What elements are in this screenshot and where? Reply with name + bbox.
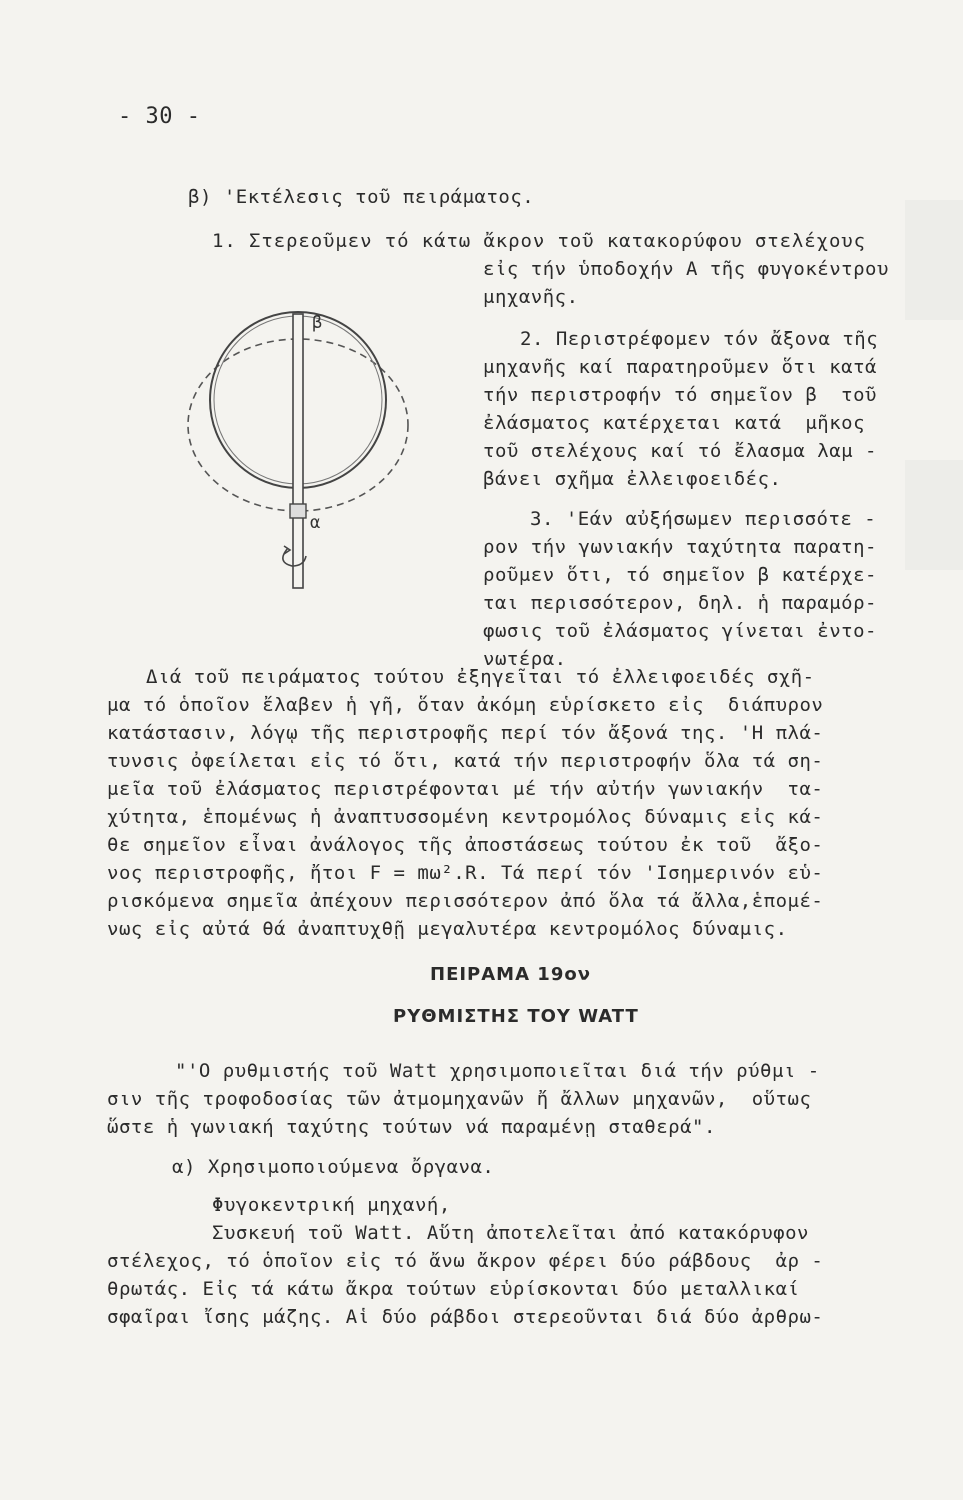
instruments-line: θρωτάς. Εἰς τά κάτω ἄκρα τούτων εὑρίσκονται δύο μεταλλικαί <box>107 1278 800 1300</box>
instruments-line: στέλεχος, τό ὁποῖον εἰς τό ἄνω ἄκρον φέρει δύο ράβδους ἀρ - <box>107 1250 824 1272</box>
instruments-line: Συσκευή τοῦ Watt. Αὕτη ἀποτελεῖται ἀπό κατακόρυφον <box>212 1222 809 1244</box>
bleed-through-mark <box>905 460 963 570</box>
explanation-line: κατάστασιν, λόγῳ τῆς περιστροφῆς περί τόν ἄξονά της. 'Η πλά- <box>107 722 824 744</box>
step-2-line: μηχανῆς καί παρατηροῦμεν ὅτι κατά <box>483 356 877 378</box>
step-3-line: ρον τήν γωνιακήν ταχύτητα παρατη- <box>483 536 877 558</box>
explanation-line: νος περιστροφῆς, ἤτοι F = mω².R. Τά περί τόν 'Ισημερινόν εὑ- <box>107 862 824 884</box>
explanation-line: τυνσις ὀφείλεται εἰς τό ὅτι, κατά τήν περιστροφήν ὅλα τά ση- <box>107 750 824 772</box>
explanation-line: θε σημεῖον εἶναι ἀνάλογος τῆς ἀποστάσεως τούτου ἐκ τοῦ ἄξο- <box>107 834 824 856</box>
step-2-line: 2. Περιστρέφομεν τόν ἄξονα τῆς <box>520 328 879 350</box>
quote-line: σιν τῆς τροφοδοσίας τῶν ἀτμομηχανῶν ἤ ἄλλων μηχανῶν, οὕτως <box>107 1088 812 1110</box>
explanation-line: νως εἰς αὐτά θά ἀναπτυχθῇ μεγαλυτέρα κεντρομόλος δύναμις. <box>107 918 788 940</box>
quote-line: "'Ο ρυθμιστής τοῦ Watt χρησιμοποιεῖται διά τήν ρύθμι - <box>175 1060 820 1082</box>
step-1-line: 1. Στερεοῦμεν τό κάτω ἄκρον τοῦ κατακορύφου στελέχους <box>212 230 866 252</box>
quote-line: ὥστε ἡ γωνιακή ταχύτης τούτων νά παραμένῃ σταθερά". <box>107 1116 716 1138</box>
explanation-line: μεῖα τοῦ ἐλάσματος περιστρέφονται μέ τήν αὐτήν γωνιακήν τα- <box>107 778 824 800</box>
step-2-line: τήν περιστροφήν τό σημεῖον β τοῦ <box>483 384 877 406</box>
spinning-hoop-figure <box>180 300 425 600</box>
step-1-line: εἰς τήν ὑποδοχήν Α τῆς φυγοκέντρου <box>483 258 889 280</box>
explanation-line: χύτητα, ἑπομένως ἡ ἀναπτυσσομένη κεντρομόλος δύναμις εἰς κά- <box>107 806 824 828</box>
figure-label-bottom: α <box>310 513 321 533</box>
explanation-line: ρισκόμενα σημεῖα ἀπέχουν περισσότερον ἀπό ὅλα τά ἄλλα,ἑπομέ- <box>107 890 824 912</box>
step-3-line: ται περισσότερον, δηλ. ἡ παραμόρ- <box>483 592 877 614</box>
instruments-line: Φυγοκεντρική μηχανή, <box>212 1194 451 1216</box>
step-2-line: ἐλάσματος κατέρχεται κατά μῆκος <box>483 412 866 434</box>
vertical-rod <box>293 314 303 588</box>
section-beta-heading: β) 'Εκτέλεσις τοῦ πειράματος. <box>188 186 535 208</box>
experiment-title: ΠΕΙΡΑΜΑ 19ον <box>430 964 591 985</box>
explanation-line: Διά τοῦ πειράματος τούτου ἐξηγεῖται τό ἐλλειφοειδές σχῆ- <box>146 666 815 688</box>
step-2-line: βάνει σχῆμα ἐλλειφοειδές. <box>483 468 782 490</box>
step-1-line: μηχανῆς. <box>483 286 579 308</box>
explanation-line: μα τό ὁποῖον ἔλαβεν ἡ γῆ, ὅταν ἀκόμη εὑρίσκετο εἰς διάπυρον <box>107 694 824 716</box>
page-number: - 30 - <box>118 104 201 129</box>
rod-collar <box>290 504 306 518</box>
bleed-through-mark <box>905 200 963 320</box>
experiment-subtitle: ΡΥΘΜΙΣΤΗΣ ΤΟΥ WATT <box>393 1006 639 1027</box>
step-2-line: τοῦ στελέχους καί τό ἔλασμα λαμ - <box>483 440 877 462</box>
figure-label-top: β <box>312 313 323 333</box>
step-3-line: ροῦμεν ὅτι, τό σημεῖον β κατέρχε- <box>483 564 877 586</box>
step-3-line: νωτέρα. <box>483 648 567 670</box>
step-3-line: φωσις τοῦ ἐλάσματος γίνεται ἐντο- <box>483 620 877 642</box>
step-3-line: 3. 'Εάν αὐξήσωμεν περισσότε - <box>530 508 877 530</box>
instruments-line: σφαῖραι ἴσης μάζης. Αἱ δύο ράβδοι στερεοῦνται διά δύο ἀρθρω- <box>107 1306 824 1328</box>
section-alpha-heading: α) Χρησιμοποιούμενα ὄργανα. <box>172 1156 495 1178</box>
